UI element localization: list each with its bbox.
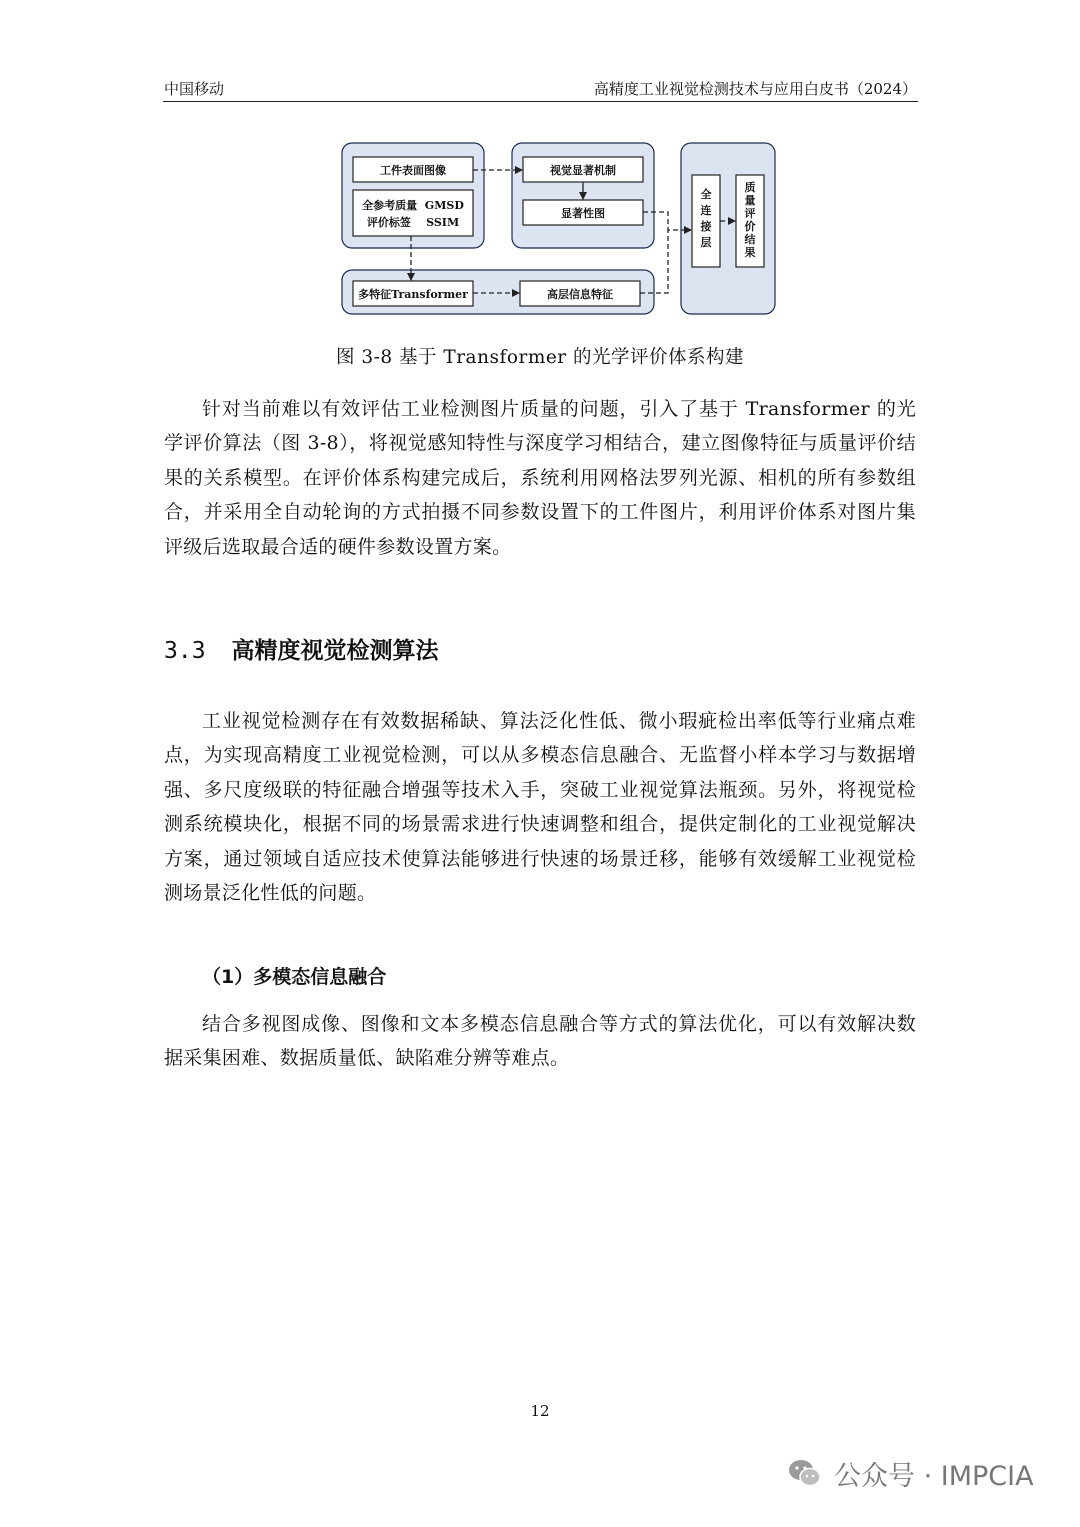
- box-quality-label: [353, 190, 473, 236]
- saliency-map-text: 显著性图: [561, 207, 605, 220]
- figure-diagram: [0, 0, 1080, 330]
- quality-result-char-1: 量: [744, 194, 756, 207]
- quality-result-char-4: 结: [744, 233, 756, 246]
- section-title: 高精度视觉检测算法: [231, 638, 439, 664]
- wechat-icon: [788, 1458, 822, 1488]
- quality-result-char-3: 价: [744, 220, 756, 233]
- fc-layer-char-3: 层: [700, 236, 712, 249]
- multi-feature-text: 多特征Transformer: [358, 288, 468, 301]
- quality-result-char-0: 质: [744, 181, 756, 194]
- workpiece-image-text: 工件表面图像: [380, 164, 446, 177]
- page-number: 12: [530, 1402, 550, 1420]
- watermark: [788, 1453, 1034, 1493]
- quality-label-line2: 评价标签 SSIM: [366, 216, 460, 229]
- section-number: 3.3: [164, 638, 206, 664]
- quality-result-char-2: 评: [744, 207, 756, 220]
- watermark-text: 公众号 · IMPCIA: [834, 1460, 1034, 1492]
- paragraph-3: 结合多视图成像、图像和文本多模态信息融合等方式的算法优化，可以有效解决数据采集困难、数据质量低、缺陷难分辨等难点。: [164, 1013, 916, 1070]
- visual-saliency-text: 视觉显著机制: [550, 164, 616, 177]
- paragraph-1: 针对当前难以有效评估工业检测图片质量的问题，引入了基于 Transformer 的光学评价算法（图 3-8），将视觉感知特性与深度学习相结合，建立图像特征与质量评价结果的关系模型。在评价体系构建完成后，系统利用网格法罗列光源、相机的所有参数组合，并采用全自动轮询的方式拍摄不同参数设置下的工件图片，利用评价体系对图片集评级后选取最合适的硬件参数设置方案。: [164, 398, 916, 558]
- figure-caption: 图 3-8 基于 Transformer 的光学评价体系构建: [335, 347, 745, 368]
- quality-label-line1: 全参考质量 GMSD: [362, 199, 464, 212]
- paragraph-2: 工业视觉检测存在有效数据稀缺、算法泛化性低、微小瑕疵检出率低等行业痛点难点，为实现高精度工业视觉检测，可以从多模态信息融合、无监督小样本学习与数据增强、多尺度级联的特征融合增强等技术入手，突破工业视觉算法瓶颈。另外，将视觉检测系统模块化，根据不同的场景需求进行快速调整和组合，提供定制化的工业视觉解决方案，通过领域自适应技术使算法能够进行快速的场景迁移，能够有效缓解工业视觉检测场景泛化性低的问题。: [164, 710, 916, 905]
- header-left: 中国移动: [164, 80, 225, 98]
- section-heading: [164, 632, 439, 665]
- fc-layer-char-0: 全: [700, 188, 712, 201]
- fc-layer-char-2: 接: [700, 220, 712, 233]
- fc-layer-char-1: 连: [700, 204, 712, 217]
- high-level-feature-text: 高层信息特征: [547, 288, 613, 301]
- header-right: 高精度工业视觉检测技术与应用白皮书（2024）: [593, 80, 917, 98]
- quality-result-char-5: 果: [744, 246, 756, 259]
- subheading: （1）多模态信息融合: [202, 966, 387, 988]
